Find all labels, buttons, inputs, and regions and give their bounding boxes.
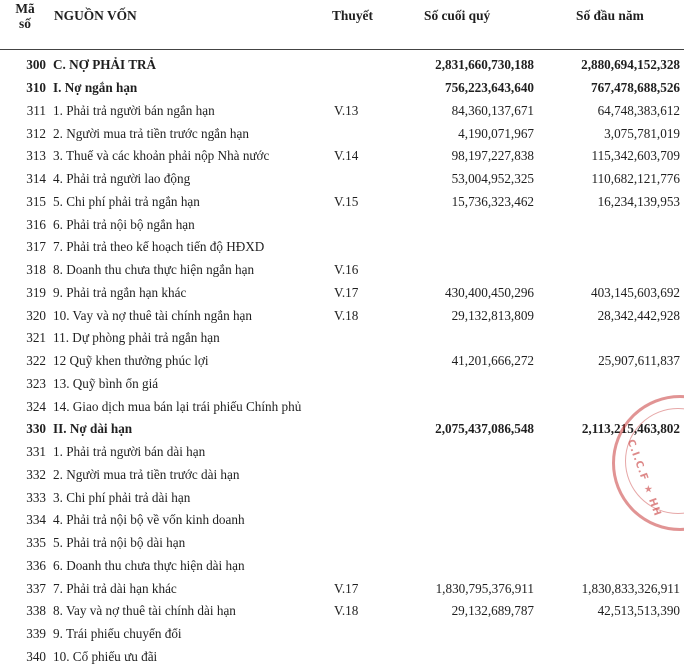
row-start-value: 1,830,833,326,911 <box>542 577 684 600</box>
table-row <box>0 395 684 418</box>
row-end-value <box>392 509 542 532</box>
row-code: 321 <box>0 327 50 350</box>
table-row <box>0 509 684 532</box>
row-name: 12 Quỹ khen thưởng phúc lợi <box>50 350 326 373</box>
table-row <box>0 191 684 214</box>
row-end-value <box>392 213 542 236</box>
row-start-value: 115,342,603,709 <box>542 145 684 168</box>
row-end-value: 29,132,689,787 <box>392 600 542 623</box>
row-start-value: 64,748,383,612 <box>542 100 684 123</box>
row-code: 333 <box>0 486 50 509</box>
table-row <box>0 77 684 100</box>
row-end-value: 4,190,071,967 <box>392 122 542 145</box>
row-note <box>326 555 392 578</box>
row-code: 339 <box>0 623 50 646</box>
row-name: 4. Phải trả nội bộ về vốn kinh doanh <box>50 509 326 532</box>
row-end-value <box>392 646 542 668</box>
row-name: 2. Người mua trả tiền trước ngắn hạn <box>50 122 326 145</box>
row-note <box>326 327 392 350</box>
row-note <box>326 350 392 373</box>
row-code: 332 <box>0 464 50 487</box>
row-name: 5. Chi phí phải trả ngắn hạn <box>50 191 326 214</box>
row-name: 13. Quỹ bình ổn giá <box>50 373 326 396</box>
row-code: 318 <box>0 259 50 282</box>
table-row <box>0 555 684 578</box>
row-start-value <box>542 236 684 259</box>
row-name: 7. Phải trả theo kế hoạch tiến độ HĐXD <box>50 236 326 259</box>
row-note: V.14 <box>326 145 392 168</box>
row-code: 315 <box>0 191 50 214</box>
row-note <box>326 122 392 145</box>
row-end-value <box>392 441 542 464</box>
row-note: V.18 <box>326 600 392 623</box>
table-row <box>0 213 684 236</box>
row-code: 317 <box>0 236 50 259</box>
table-row <box>0 441 684 464</box>
row-code: 336 <box>0 555 50 578</box>
row-end-value: 29,132,813,809 <box>392 304 542 327</box>
row-code: 340 <box>0 646 50 668</box>
row-end-value: 41,201,666,272 <box>392 350 542 373</box>
row-start-value <box>542 259 684 282</box>
row-name: 7. Phải trả dài hạn khác <box>50 577 326 600</box>
row-name: II. Nợ dài hạn <box>50 418 326 441</box>
row-note <box>326 168 392 191</box>
row-end-value <box>392 259 542 282</box>
row-end-value: 53,004,952,325 <box>392 168 542 191</box>
row-start-value: 25,907,611,837 <box>542 350 684 373</box>
row-end-value <box>392 555 542 578</box>
row-code: 324 <box>0 395 50 418</box>
row-end-value: 2,075,437,086,548 <box>392 418 542 441</box>
row-code: 334 <box>0 509 50 532</box>
table-row <box>0 236 684 259</box>
row-note <box>326 236 392 259</box>
table-row <box>0 532 684 555</box>
row-code: 316 <box>0 213 50 236</box>
table-row <box>0 282 684 305</box>
row-note <box>326 623 392 646</box>
row-end-value: 84,360,137,671 <box>392 100 542 123</box>
row-end-value <box>392 623 542 646</box>
row-name: 2. Người mua trả tiền trước dài hạn <box>50 464 326 487</box>
row-name: 1. Phải trả người bán dài hạn <box>50 441 326 464</box>
row-code: 330 <box>0 418 50 441</box>
row-end-value <box>392 373 542 396</box>
row-note <box>326 373 392 396</box>
row-start-value <box>542 486 684 509</box>
row-start-value <box>542 373 684 396</box>
row-name: 14. Giao dịch mua bán lại trái phiếu Chính phủ <box>50 395 326 418</box>
row-name: 11. Dự phòng phải trả ngắn hạn <box>50 327 326 350</box>
table-body <box>0 50 684 668</box>
row-name: 3. Thuế và các khoản phải nộp Nhà nước <box>50 145 326 168</box>
table-row <box>0 486 684 509</box>
row-code: 300 <box>0 50 50 77</box>
row-end-value: 15,736,323,462 <box>392 191 542 214</box>
row-note: V.13 <box>326 100 392 123</box>
table-row <box>0 259 684 282</box>
row-start-value: 110,682,121,776 <box>542 168 684 191</box>
row-note <box>326 395 392 418</box>
row-code: 319 <box>0 282 50 305</box>
table-row <box>0 600 684 623</box>
row-end-value <box>392 532 542 555</box>
row-note: V.17 <box>326 577 392 600</box>
row-name: 10. Vay và nợ thuê tài chính ngắn hạn <box>50 304 326 327</box>
table-row <box>0 122 684 145</box>
row-start-value <box>542 464 684 487</box>
row-name: I. Nợ ngắn hạn <box>50 77 326 100</box>
row-code: 338 <box>0 600 50 623</box>
row-name: 9. Phải trả ngắn hạn khác <box>50 282 326 305</box>
row-name: 8. Doanh thu chưa thực hiện ngắn hạn <box>50 259 326 282</box>
row-code: 313 <box>0 145 50 168</box>
header-start-of-year: Số đầu năm <box>542 0 684 50</box>
stamp-text: C.I.C.F ★ HH <box>625 438 663 518</box>
row-note <box>326 486 392 509</box>
row-code: 320 <box>0 304 50 327</box>
table-row <box>0 168 684 191</box>
row-start-value: 16,234,139,953 <box>542 191 684 214</box>
row-start-value <box>542 555 684 578</box>
table-row <box>0 304 684 327</box>
row-end-value <box>392 486 542 509</box>
table-row <box>0 418 684 441</box>
row-end-value <box>392 236 542 259</box>
header-code: Mã số <box>0 0 50 50</box>
row-name: C. NỢ PHẢI TRẢ <box>50 50 326 77</box>
row-note <box>326 464 392 487</box>
row-note: V.17 <box>326 282 392 305</box>
row-note: V.15 <box>326 191 392 214</box>
header-name: NGUỒN VỐN <box>50 0 326 50</box>
row-start-value <box>542 327 684 350</box>
row-start-value: 2,880,694,152,328 <box>542 50 684 77</box>
row-start-value <box>542 532 684 555</box>
row-code: 331 <box>0 441 50 464</box>
row-note <box>326 646 392 668</box>
row-name: 1. Phải trả người bán ngắn hạn <box>50 100 326 123</box>
row-end-value <box>392 327 542 350</box>
table-row <box>0 100 684 123</box>
row-start-value: 403,145,603,692 <box>542 282 684 305</box>
table-row <box>0 373 684 396</box>
row-end-value: 2,831,660,730,188 <box>392 50 542 77</box>
row-code: 312 <box>0 122 50 145</box>
table-row <box>0 623 684 646</box>
row-start-value <box>542 441 684 464</box>
row-note <box>326 213 392 236</box>
header-end-of-quarter: Số cuối quý <box>392 0 542 50</box>
row-name: 3. Chi phí phải trả dài hạn <box>50 486 326 509</box>
header-note: Thuyết <box>326 0 392 50</box>
row-name: 8. Vay và nợ thuê tài chính dài hạn <box>50 600 326 623</box>
row-start-value: 3,075,781,019 <box>542 122 684 145</box>
row-start-value <box>542 509 684 532</box>
row-start-value: 28,342,442,928 <box>542 304 684 327</box>
row-start-value <box>542 213 684 236</box>
row-end-value <box>392 395 542 418</box>
table-header-row <box>0 0 684 50</box>
row-name: 10. Cổ phiếu ưu đãi <box>50 646 326 668</box>
row-note <box>326 509 392 532</box>
row-start-value <box>542 623 684 646</box>
row-note <box>326 418 392 441</box>
row-start-value: 767,478,688,526 <box>542 77 684 100</box>
table-row <box>0 646 684 668</box>
row-name: 6. Doanh thu chưa thực hiện dài hạn <box>50 555 326 578</box>
row-end-value: 98,197,227,838 <box>392 145 542 168</box>
row-name: 5. Phải trả nội bộ dài hạn <box>50 532 326 555</box>
table-row <box>0 577 684 600</box>
row-code: 311 <box>0 100 50 123</box>
row-start-value: 2,113,215,463,802 <box>542 418 684 441</box>
row-name: 9. Trái phiếu chuyển đổi <box>50 623 326 646</box>
row-end-value: 756,223,643,640 <box>392 77 542 100</box>
row-end-value <box>392 464 542 487</box>
table-row <box>0 464 684 487</box>
row-note: V.16 <box>326 259 392 282</box>
row-start-value <box>542 395 684 418</box>
row-code: 314 <box>0 168 50 191</box>
row-note <box>326 441 392 464</box>
row-note <box>326 532 392 555</box>
row-name: 4. Phải trả người lao động <box>50 168 326 191</box>
row-start-value: 42,513,513,390 <box>542 600 684 623</box>
row-code: 323 <box>0 373 50 396</box>
table-row <box>0 50 684 77</box>
row-code: 322 <box>0 350 50 373</box>
row-name: 6. Phải trả nội bộ ngắn hạn <box>50 213 326 236</box>
table-row <box>0 350 684 373</box>
row-note: V.18 <box>326 304 392 327</box>
row-end-value: 1,830,795,376,911 <box>392 577 542 600</box>
table-row <box>0 327 684 350</box>
row-code: 335 <box>0 532 50 555</box>
row-note <box>326 50 392 77</box>
row-note <box>326 77 392 100</box>
row-code: 310 <box>0 77 50 100</box>
row-start-value <box>542 646 684 668</box>
row-end-value: 430,400,450,296 <box>392 282 542 305</box>
table-row <box>0 145 684 168</box>
row-code: 337 <box>0 577 50 600</box>
